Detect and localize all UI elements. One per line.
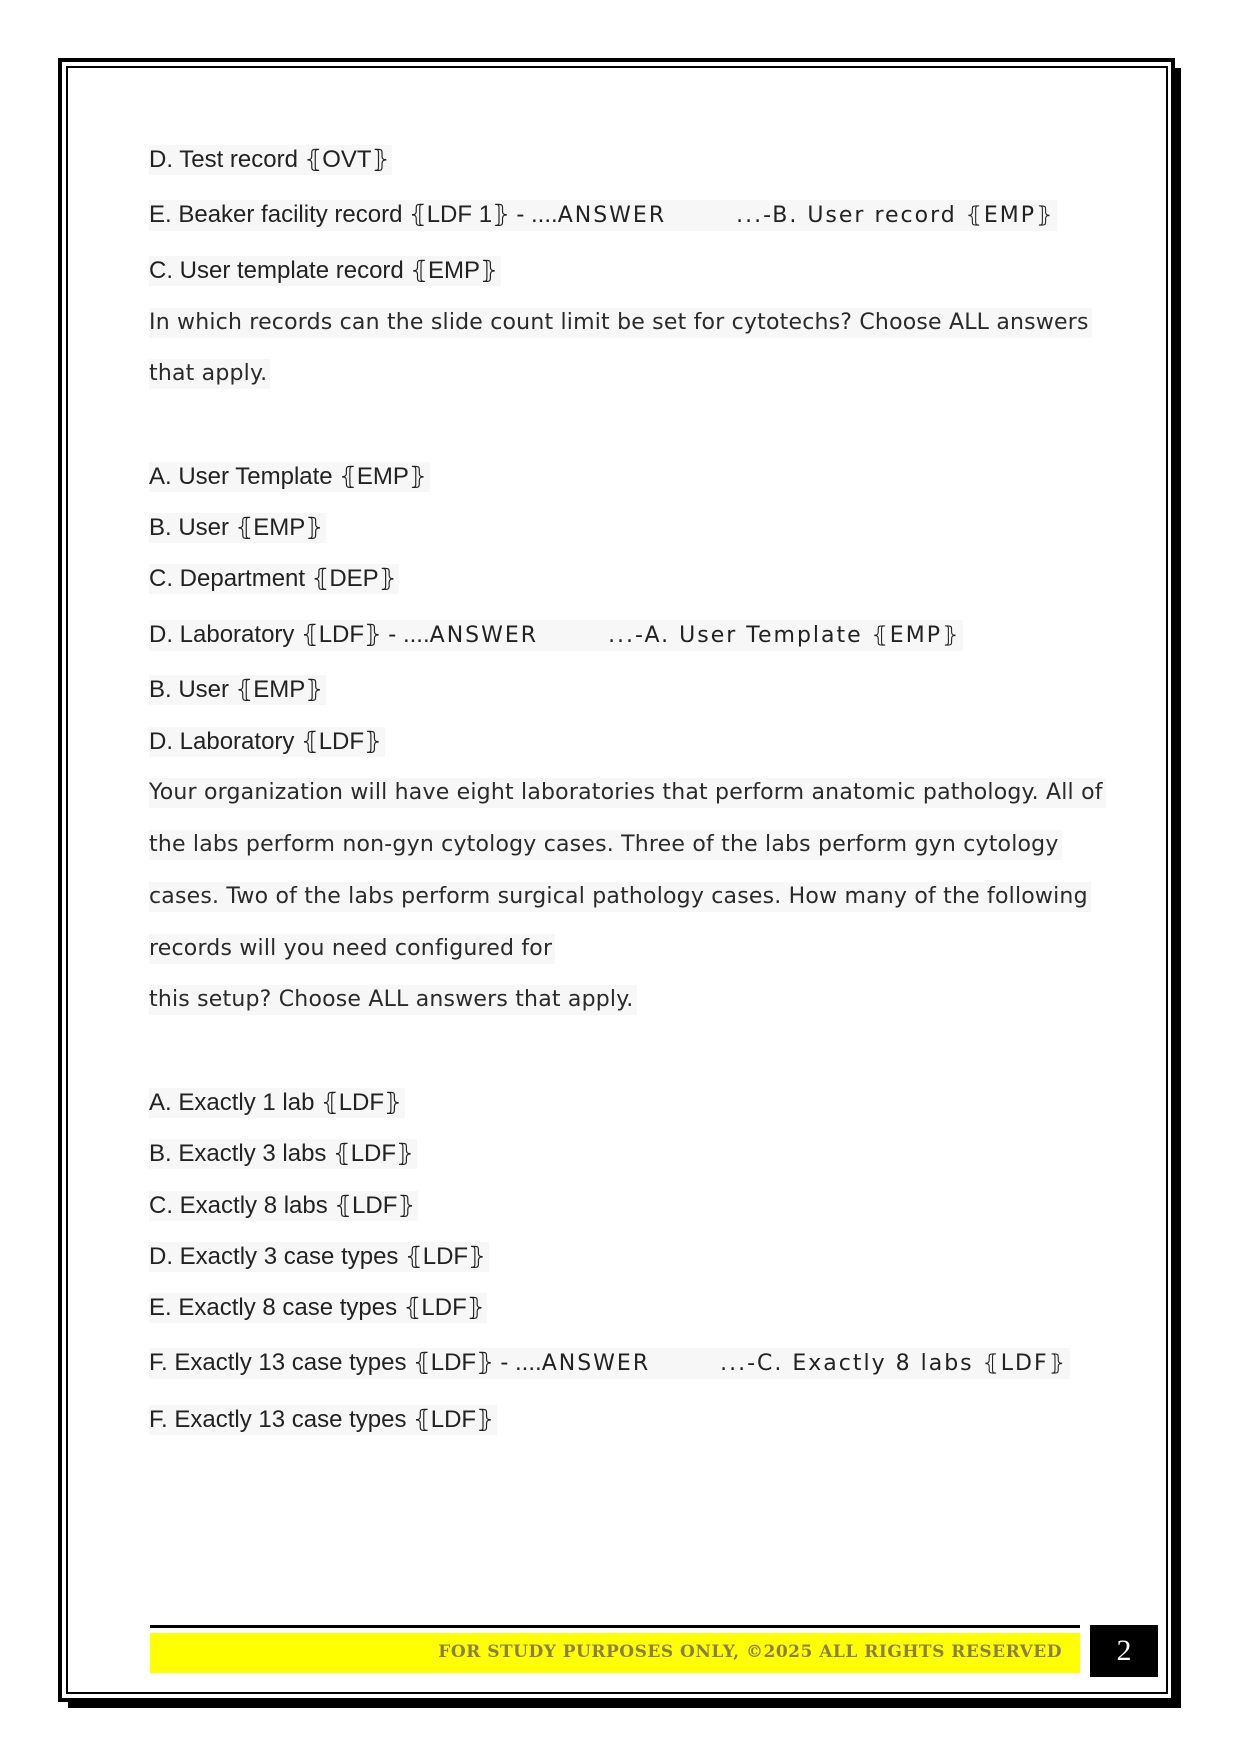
question-line: that apply. [149,359,270,389]
text-line: D. Test record ⦃OVT⦄ [149,145,392,175]
footer-bar [150,1633,1080,1673]
answer-line [149,620,963,651]
text-line: C. User template record ⦃EMP⦄ [149,256,501,286]
text-line: A. Exactly 1 lab ⦃LDF⦄ [149,1088,405,1118]
option-text: D. Laboratory ⦃LDF⦄ - .... [149,621,430,648]
text-line: F. Exactly 13 case types ⦃LDF⦄ [149,1405,497,1435]
text-line: B. User ⦃EMP⦄ [149,513,326,543]
question-line: records will you need configured for [149,934,555,964]
answer-line [149,200,1057,231]
question-line: cases. Two of the labs perform surgical pathology cases. How many of the following [149,882,1091,912]
option-text: E. Beaker facility record ⦃LDF 1⦄ - .... [149,201,558,228]
question-line: Your organization will have eight laboratories that perform anatomic pathology. All of [149,778,1106,808]
text-line: C. Exactly 8 labs ⦃LDF⦄ [149,1191,418,1221]
answer-text: ...-A. User Template ⦃EMP⦄ [608,623,961,648]
text-line: B. User ⦃EMP⦄ [149,675,326,705]
answer-label: ANSWER [541,1351,651,1376]
text-line: A. User Template ⦃EMP⦄ [149,462,430,492]
footer-notice: FOR STUDY PURPOSES ONLY, ©2025 ALL RIGHTS RESERVED [438,1642,1062,1662]
text-line: E. Exactly 8 case types ⦃LDF⦄ [149,1293,487,1323]
question-line: the labs perform non-gyn cytology cases. Three of the labs perform gyn cytology [149,830,1062,860]
answer-line [149,1348,1070,1379]
text-line: C. Department ⦃DEP⦄ [149,564,399,594]
question-line: In which records can the slide count limit be set for cytotechs? Choose ALL answers [149,308,1092,338]
text-line: D. Exactly 3 case types ⦃LDF⦄ [149,1242,489,1272]
answer-text: ...-B. User record ⦃EMP⦄ [736,203,1055,228]
text-line: B. Exactly 3 labs ⦃LDF⦄ [149,1139,417,1169]
page-number: 2 [1090,1625,1158,1677]
answer-text: ...-C. Exactly 8 labs ⦃LDF⦄ [720,1351,1067,1376]
answer-label: ANSWER [557,203,667,228]
footer-rule [150,1625,1080,1628]
text-line: D. Laboratory ⦃LDF⦄ [149,727,385,757]
option-text: F. Exactly 13 case types ⦃LDF⦄ - .... [149,1349,542,1376]
answer-label: ANSWER [429,623,539,648]
question-line: this setup? Choose ALL answers that apply. [149,985,637,1015]
